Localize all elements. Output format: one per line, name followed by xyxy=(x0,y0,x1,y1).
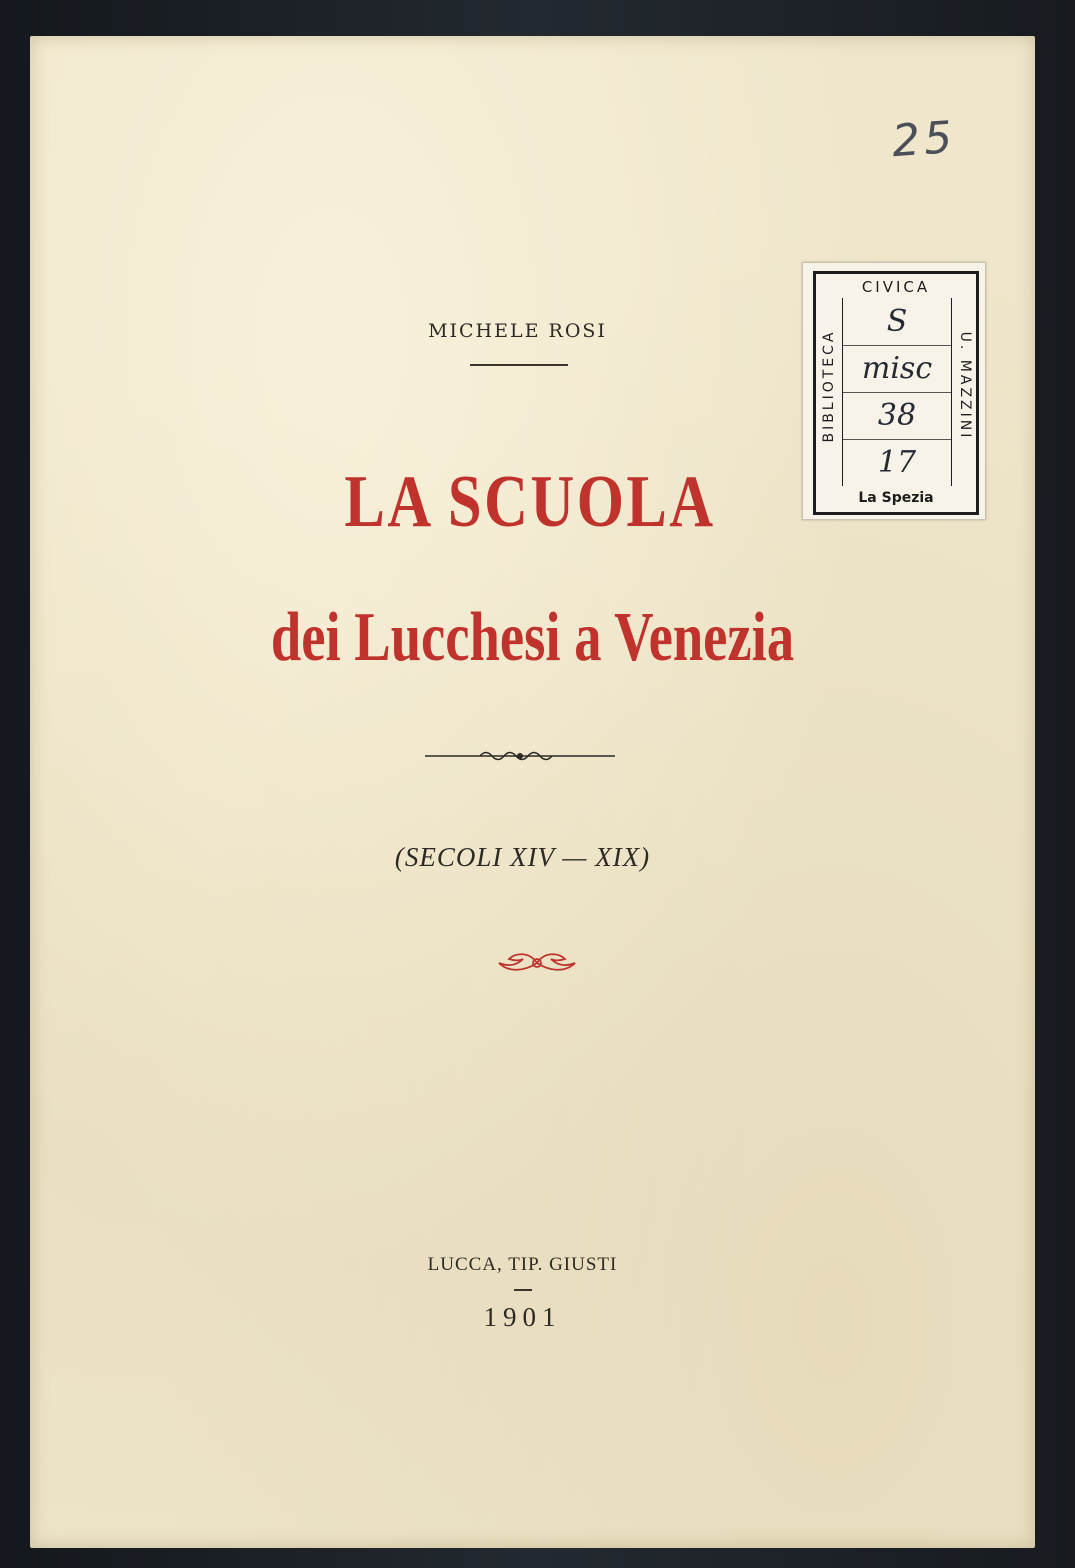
author-name: MICHELE ROSI xyxy=(428,320,607,342)
label-top-text: CIVICA xyxy=(861,278,931,296)
title-subtitle: dei Lucchesi a Venezia xyxy=(270,599,795,676)
shelfmark-row: misc xyxy=(843,345,951,393)
label-right-text: U. MAZZINI xyxy=(957,331,973,441)
label-frame xyxy=(813,271,979,515)
label-left-text: BIBLIOTECA xyxy=(821,329,837,443)
decorative-rule-ornament xyxy=(425,744,615,768)
publisher-imprint: LUCCA, TIP. GIUSTI xyxy=(427,1254,618,1275)
shelfmark-row: S xyxy=(843,298,951,346)
label-shelfmark-grid xyxy=(842,298,952,486)
title-main: LA SCUOLA xyxy=(344,461,716,543)
imprint-dash xyxy=(514,1289,532,1291)
shelfmark-row: 17 xyxy=(877,445,917,480)
publication-year: 1901 xyxy=(483,1302,562,1332)
centuries-subtitle: (SECOLI XIV — XIX) xyxy=(394,842,651,872)
library-shelfmark-label xyxy=(802,262,986,520)
floral-ornament-icon xyxy=(497,948,577,978)
label-bottom-text: La Spezia xyxy=(858,490,934,506)
handwritten-catalog-number: 25 xyxy=(890,111,958,168)
author-rule xyxy=(470,364,568,366)
shelfmark-row: 38 xyxy=(843,392,951,440)
